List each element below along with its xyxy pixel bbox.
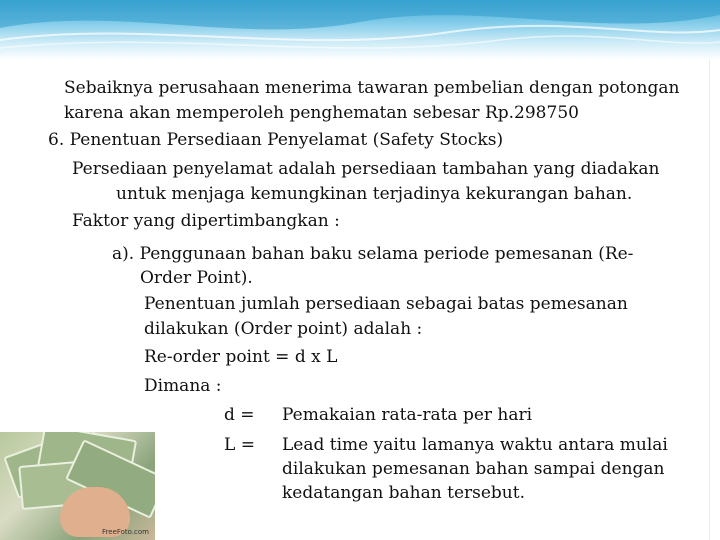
reorder-formula: Re-order point = d x L — [144, 347, 338, 367]
photo-credit: FreeFoto.com — [102, 528, 149, 536]
def-text-l-3: kedatangan bahan tersebut. — [282, 483, 525, 503]
dimana-label: Dimana : — [144, 376, 222, 396]
definition-line-1: Persediaan penyelamat adalah persediaan tambahan yang diadakan — [72, 159, 660, 179]
money-hand-photo — [0, 432, 155, 540]
faktor-label: Faktor yang dipertimbangkan : — [72, 211, 340, 231]
header-wave-band — [0, 0, 720, 60]
def-symbol-d: d = — [224, 405, 255, 425]
def-text-l-2: dilakukan pemesanan bahan sampai dengan — [282, 459, 665, 479]
def-text-l-1: Lead time yaitu lamanya waktu antara mulai — [282, 435, 668, 455]
order-point-text-2: dilakukan (Order point) adalah : — [144, 319, 423, 339]
item-a-line-1: a). Penggunaan bahan baku selama periode pemesanan (Re- — [112, 244, 634, 264]
def-symbol-l: L = — [224, 435, 255, 455]
right-border-line — [709, 60, 710, 540]
text-line-2: karena akan memperoleh penghematan sebesar Rp.298750 — [64, 103, 579, 123]
text-line-1: Sebaiknya perusahaan menerima tawaran pembelian dengan potongan — [64, 78, 680, 98]
def-text-d: Pemakaian rata-rata per hari — [282, 405, 533, 425]
item-a-line-2: Order Point). — [140, 268, 253, 288]
wave-decoration — [0, 0, 720, 60]
definition-line-2: untuk menjaga kemungkinan terjadinya kekurangan bahan. — [116, 184, 633, 204]
order-point-text-1: Penentuan jumlah persediaan sebagai batas pemesanan — [144, 294, 628, 314]
section-heading: 6. Penentuan Persediaan Penyelamat (Safety Stocks) — [48, 130, 504, 150]
